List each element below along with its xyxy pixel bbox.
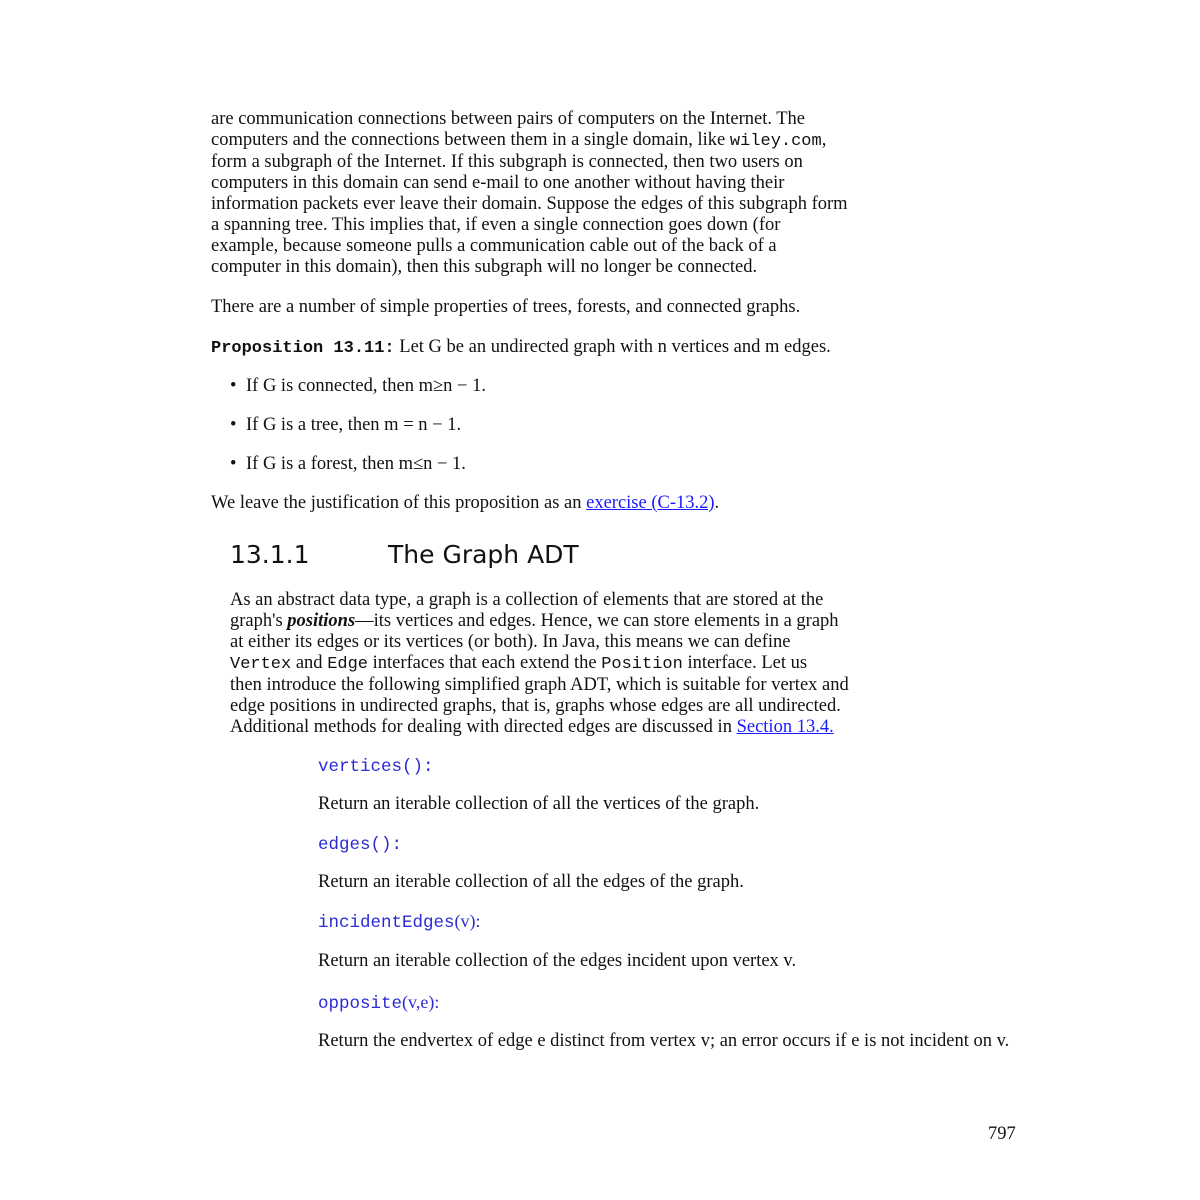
method-name: incidentEdges(v): (318, 911, 481, 933)
intro-line: example, because someone pulls a communication cable out of the back of a (211, 236, 777, 256)
intro-paragraph (211, 109, 848, 278)
page-number: 797 (988, 1124, 1016, 1144)
proposition-text: Let G be an undirected graph with n vertices and m edges. (394, 337, 831, 357)
properties-sentence: There are a number of simple properties of trees, forests, and connected graphs. (211, 297, 801, 317)
intro-line: computers in this domain can send e-mail to one another without having their (211, 173, 785, 193)
bullet-item: • If G is a tree, then m = n − 1. (230, 415, 462, 435)
intro-line: form a subgraph of the Internet. If this subgraph is connected, then two users on (211, 152, 803, 172)
section-number: 13.1.1 (230, 540, 310, 569)
emphasis-positions: positions (287, 611, 356, 631)
intro-line: information packets ever leave their domain. Suppose the edges of this subgraph form (211, 194, 848, 214)
method-description: Return an iterable collection of all the vertices of the graph. (318, 794, 760, 814)
proposition-label: Proposition 13.11: (211, 339, 395, 358)
section-link[interactable]: Section 13.4. (736, 717, 834, 737)
method-description: Return an iterable collection of the edges incident upon vertex v. (318, 951, 797, 971)
method-description: Return the endvertex of edge e distinct from vertex v; an error occurs if e is not incident on v. (318, 1031, 1010, 1051)
inline-code: Edge (327, 655, 368, 674)
bullet-item: • If G is a forest, then m≤n − 1. (230, 454, 466, 474)
bullet-icon: • (230, 454, 237, 474)
inline-code: wiley.com (729, 132, 822, 151)
intro-line: a spanning tree. This implies that, if even a single connection goes down (for (211, 215, 781, 235)
method-description: Return an iterable collection of all the edges of the graph. (318, 872, 744, 892)
adt-paragraph: As an abstract data type, a graph is a collection of elements that are stored at the graph's positions—its vertices and edges. Hence, we can store elements in a graph at either its edges or its vertices (or both). In Java, this means we can define Vertex and Edge interfaces that each extend the Position interface. Let us then introduce the following simplified graph ADT, which is suitable for vertex and edge positions in undirected graphs, that is, graphs whose edges are all undirected. Additional methods for dealing with directed edges are discussed in Section 13.4. (230, 590, 849, 737)
inline-code: Vertex (230, 655, 292, 674)
bullet-icon: • (230, 415, 237, 435)
intro-line: are communication connections between pairs of computers on the Internet. The (211, 109, 806, 129)
bullet-icon: • (230, 376, 237, 396)
method-name: vertices(): (318, 757, 434, 777)
bullet-item: • If G is connected, then m≥n − 1. (230, 376, 486, 396)
justification-sentence: We leave the justification of this proposition as an exercise (C-13.2). (211, 493, 720, 513)
method-name: opposite(v,e): (318, 992, 440, 1014)
exercise-link[interactable]: exercise (C-13.2) (586, 493, 715, 513)
inline-code: Position (601, 655, 683, 674)
method-name: edges(): (318, 835, 403, 855)
intro-line: computer in this domain), then this subgraph will no longer be connected. (211, 257, 758, 277)
proposition (211, 337, 831, 359)
intro-line: computers and the connections between them in a single domain, like wiley.com, (211, 130, 827, 151)
section-title: The Graph ADT (388, 540, 579, 569)
